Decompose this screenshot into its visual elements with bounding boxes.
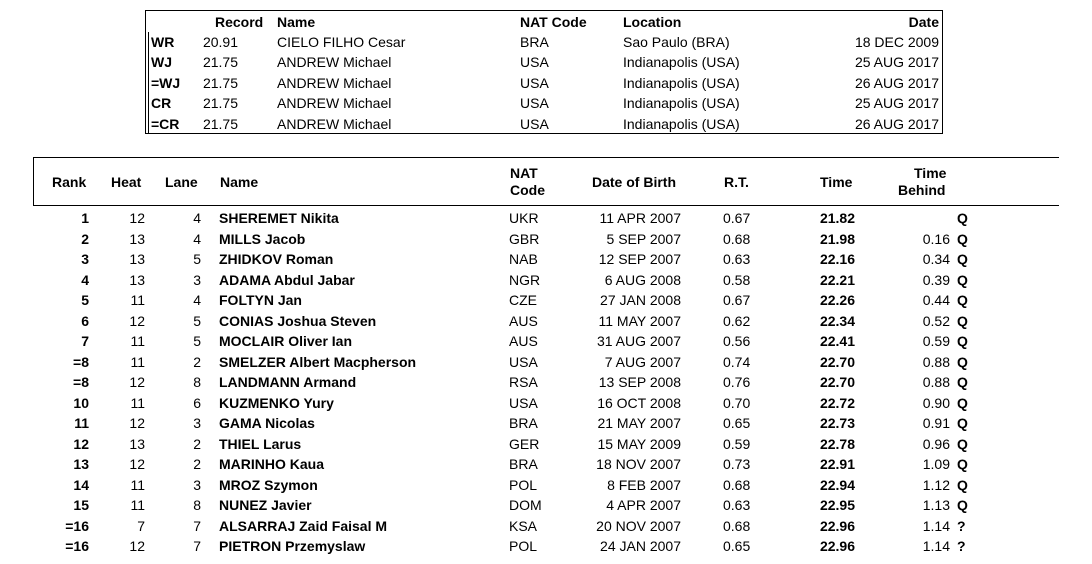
nat-code-cell: BRA: [509, 456, 538, 472]
qualification-cell: Q: [957, 292, 968, 308]
nat-code-cell: RSA: [509, 374, 538, 390]
swimmer-name-cell: ZHIDKOV Roman: [219, 251, 334, 267]
record-location: Indianapolis (USA): [623, 54, 740, 71]
reaction-time-cell: 0.62: [723, 312, 751, 329]
date-of-birth-cell: 18 NOV 2007: [596, 456, 681, 472]
heat-cell: 13: [129, 271, 145, 288]
qualification-cell: Q: [957, 333, 968, 349]
qualification-cell: Q: [957, 476, 968, 493]
record-nat-code: USA: [520, 115, 549, 132]
qualification-cell: ?: [957, 517, 966, 534]
qualification-cell: Q: [957, 435, 968, 452]
date-of-birth-cell: 6 AUG 2008: [604, 271, 681, 288]
nat-code-cell: NAB: [509, 251, 538, 267]
date-of-birth-cell: 15 MAY 2009: [597, 435, 681, 452]
rank-cell: =8: [73, 353, 89, 370]
heat-cell: 12: [129, 374, 145, 390]
header-heat: Heat: [111, 174, 142, 190]
rank-cell: 4: [81, 271, 89, 288]
rank-cell: 14: [73, 476, 89, 493]
qualification-cell: Q: [957, 374, 968, 390]
time-behind-cell: 0.96: [922, 435, 950, 452]
swimmer-name-cell: SMELZER Albert Macpherson: [219, 353, 417, 370]
record-code: WJ: [151, 54, 172, 71]
qualification-cell: Q: [957, 230, 968, 247]
table-row: [0, 475, 1092, 496]
lane-cell: 2: [193, 435, 201, 452]
qualification-cell: Q: [957, 312, 968, 329]
record-date: 25 AUG 2017: [854, 95, 939, 112]
date-of-birth-cell: 12 SEP 2007: [598, 251, 681, 267]
heat-cell: 7: [137, 517, 145, 534]
lane-cell: 6: [193, 394, 201, 411]
lane-cell: 8: [193, 374, 201, 390]
nat-code-cell: CZE: [509, 292, 537, 308]
heat-cell: 12: [129, 312, 145, 329]
reaction-time-cell: 0.58: [723, 271, 751, 288]
date-of-birth-cell: 31 AUG 2007: [596, 333, 681, 349]
table-row: [0, 229, 1092, 250]
lane-cell: 4: [193, 292, 201, 308]
rank-cell: 3: [81, 251, 89, 267]
time-behind-cell: 0.44: [922, 292, 950, 308]
header-rank: Rank: [52, 174, 87, 190]
swimmer-name-cell: MARINHO Kaua: [219, 456, 325, 472]
time-behind-cell: 1.09: [922, 456, 950, 472]
reaction-time-cell: 0.70: [723, 394, 751, 411]
reaction-time-cell: 0.59: [723, 435, 751, 452]
time-behind-cell: 0.88: [922, 353, 950, 370]
record-location: Indianapolis (USA): [623, 74, 740, 91]
record-location: Indianapolis (USA): [623, 95, 740, 112]
header-rt: R.T.: [724, 174, 749, 190]
swimmer-name-cell: THIEL Larus: [219, 435, 302, 452]
record-code: WR: [151, 34, 175, 50]
time-behind-cell: 0.16: [922, 230, 950, 247]
heat-cell: 11: [130, 476, 145, 493]
lane-cell: 3: [193, 476, 201, 493]
record-row: [146, 114, 942, 134]
heat-cell: 11: [130, 353, 145, 370]
swimmer-name-cell: GAMA Nicolas: [219, 415, 315, 431]
results-header: [33, 157, 1059, 206]
date-of-birth-cell: 16 OCT 2008: [597, 394, 681, 411]
nat-code-cell: BRA: [509, 415, 538, 431]
table-row: [0, 372, 1092, 393]
swimmer-name-cell: MROZ Szymon: [219, 476, 318, 493]
nat-code-cell: USA: [509, 353, 538, 370]
time-behind-cell: 1.14: [922, 517, 950, 534]
nat-code-cell: GBR: [509, 230, 540, 247]
records-header-record: Record: [215, 14, 264, 30]
heat-cell: 12: [129, 210, 145, 226]
time-cell: 22.78: [819, 435, 855, 452]
time-behind-cell: 0.52: [922, 312, 950, 329]
reaction-time-cell: 0.67: [723, 210, 751, 226]
qualification-cell: ?: [957, 538, 966, 554]
record-date: 25 AUG 2017: [854, 54, 939, 71]
reaction-time-cell: 0.65: [723, 415, 751, 431]
header-name: Name: [220, 174, 259, 190]
time-cell: 21.98: [819, 230, 855, 247]
rank-cell: 1: [81, 210, 89, 226]
record-location: Sao Paulo (BRA): [623, 34, 730, 50]
time-cell: 21.82: [819, 210, 855, 226]
table-row: [0, 454, 1092, 475]
reaction-time-cell: 0.63: [723, 251, 751, 267]
date-of-birth-cell: 5 SEP 2007: [606, 230, 681, 247]
lane-cell: 7: [193, 517, 201, 534]
time-cell: 22.72: [819, 394, 855, 411]
nat-code-cell: POL: [509, 538, 538, 554]
swimmer-name-cell: PIETRON Przemyslaw: [219, 538, 366, 554]
rank-cell: 5: [81, 292, 89, 308]
rank-cell: =16: [65, 517, 89, 534]
time-cell: 22.95: [819, 497, 855, 513]
record-code: CR: [151, 95, 172, 112]
record-date: 26 AUG 2017: [854, 74, 939, 91]
lane-cell: 3: [193, 271, 201, 288]
rank-cell: 15: [73, 497, 89, 513]
qualification-cell: Q: [957, 271, 968, 288]
qualification-cell: Q: [957, 353, 968, 370]
table-row: [0, 208, 1092, 229]
header-nat-line2: Code: [510, 182, 545, 198]
swimmer-name-cell: MOCLAIR Oliver Ian: [219, 333, 353, 349]
lane-cell: 5: [193, 333, 201, 349]
heat-cell: 11: [130, 333, 145, 349]
rank-cell: 2: [81, 230, 89, 247]
nat-code-cell: NGR: [509, 271, 541, 288]
swimmer-name-cell: LANDMANN Armand: [219, 374, 357, 390]
date-of-birth-cell: 24 JAN 2007: [600, 538, 681, 554]
date-of-birth-cell: 8 FEB 2007: [607, 476, 681, 493]
lane-cell: 5: [193, 312, 201, 329]
record-row: [146, 32, 942, 52]
header-nat-line1: NAT: [510, 165, 538, 181]
record-row: [146, 52, 942, 72]
record-date: 18 DEC 2009: [854, 34, 939, 50]
record-holder-name: ANDREW Michael: [277, 74, 392, 91]
date-of-birth-cell: 21 MAY 2007: [597, 415, 681, 431]
time-cell: 22.96: [819, 517, 855, 534]
header-behind-line2: Behind: [898, 182, 946, 198]
reaction-time-cell: 0.76: [723, 374, 751, 390]
time-cell: 22.34: [819, 312, 855, 329]
date-of-birth-cell: 11 MAY 2007: [598, 312, 681, 329]
time-behind-cell: 1.13: [922, 497, 950, 513]
lane-cell: 4: [193, 230, 201, 247]
record-holder-name: ANDREW Michael: [277, 115, 392, 132]
qualification-cell: Q: [957, 456, 968, 472]
table-row: [0, 270, 1092, 291]
header-behind-line1: Time: [914, 165, 947, 181]
time-cell: 22.26: [819, 292, 855, 308]
heat-cell: 12: [129, 415, 145, 431]
rank-cell: 11: [74, 415, 89, 431]
record-value: 21.75: [202, 54, 238, 71]
date-of-birth-cell: 11 APR 2007: [599, 210, 681, 226]
time-cell: 22.21: [819, 271, 855, 288]
date-of-birth-cell: 4 APR 2007: [606, 497, 681, 513]
record-row: [146, 93, 942, 113]
table-row: [0, 311, 1092, 332]
time-behind-cell: 1.12: [922, 476, 950, 493]
reaction-time-cell: 0.73: [723, 456, 751, 472]
time-cell: 22.70: [819, 353, 855, 370]
time-behind-cell: 1.14: [922, 538, 950, 554]
record-value: 21.75: [202, 74, 238, 91]
qualification-cell: Q: [957, 210, 968, 226]
time-behind-cell: 0.88: [922, 374, 950, 390]
time-behind-cell: 0.90: [922, 394, 950, 411]
record-holder-name: ANDREW Michael: [277, 95, 392, 112]
record-value: 21.75: [202, 115, 238, 132]
qualification-cell: Q: [957, 394, 968, 411]
heat-cell: 13: [129, 435, 145, 452]
nat-code-cell: AUS: [509, 333, 538, 349]
swimmer-name-cell: ALSARRAJ Zaid Faisal M: [219, 517, 388, 534]
qualification-cell: Q: [957, 497, 968, 513]
rank-cell: 13: [73, 456, 89, 472]
date-of-birth-cell: 27 JAN 2008: [600, 292, 681, 308]
heat-cell: 11: [130, 292, 145, 308]
lane-cell: 3: [193, 415, 201, 431]
table-row: [0, 536, 1092, 557]
lane-cell: 8: [193, 497, 201, 513]
reaction-time-cell: 0.63: [723, 497, 751, 513]
rank-cell: 7: [81, 333, 89, 349]
rank-cell: =16: [65, 538, 89, 554]
record-date: 26 AUG 2017: [854, 115, 939, 132]
qualification-cell: Q: [957, 415, 968, 431]
table-row: [0, 331, 1092, 352]
reaction-time-cell: 0.68: [723, 517, 751, 534]
nat-code-cell: UKR: [509, 210, 539, 226]
header-dob: Date of Birth: [592, 174, 676, 190]
heat-cell: 11: [130, 497, 145, 513]
table-row: [0, 352, 1092, 373]
heat-cell: 11: [130, 394, 145, 411]
nat-code-cell: POL: [509, 476, 538, 493]
record-holder-name: CIELO FILHO Cesar: [277, 34, 406, 50]
swimmer-name-cell: ADAMA Abdul Jabar: [219, 271, 355, 288]
swimmer-name-cell: CONIAS Joshua Steven: [219, 312, 377, 329]
date-of-birth-cell: 20 NOV 2007: [596, 517, 681, 534]
swimmer-name-cell: SHEREMET Nikita: [219, 210, 339, 226]
time-behind-cell: 0.59: [922, 333, 950, 349]
table-row: [0, 516, 1092, 537]
time-cell: 22.94: [819, 476, 855, 493]
reaction-time-cell: 0.68: [723, 230, 751, 247]
nat-code-cell: DOM: [509, 497, 542, 513]
record-code: =CR: [151, 115, 180, 132]
heat-cell: 12: [129, 456, 145, 472]
qualification-cell: Q: [957, 251, 968, 267]
record-row: [146, 73, 942, 93]
rank-cell: 6: [81, 312, 89, 329]
time-cell: 22.91: [819, 456, 855, 472]
table-row: [0, 290, 1092, 311]
records-header-name: Name: [277, 14, 316, 30]
table-row: [0, 413, 1092, 434]
records-table: [145, 10, 943, 134]
nat-code-cell: AUS: [509, 312, 538, 329]
table-row: [0, 249, 1092, 270]
reaction-time-cell: 0.65: [723, 538, 751, 554]
nat-code-cell: GER: [509, 435, 540, 452]
time-cell: 22.41: [819, 333, 855, 349]
nat-code-cell: USA: [509, 394, 538, 411]
record-holder-name: ANDREW Michael: [277, 54, 392, 71]
lane-cell: 7: [193, 538, 201, 554]
swimmer-name-cell: FOLTYN Jan: [219, 292, 302, 308]
record-nat-code: USA: [520, 95, 549, 112]
heat-cell: 13: [129, 230, 145, 247]
reaction-time-cell: 0.56: [723, 333, 751, 349]
record-code: =WJ: [151, 74, 181, 91]
header-time: Time: [820, 174, 853, 190]
records-header-nat: NAT Code: [520, 14, 587, 30]
lane-cell: 4: [193, 210, 201, 226]
reaction-time-cell: 0.68: [723, 476, 751, 493]
time-behind-cell: 0.34: [922, 251, 950, 267]
swimmer-name-cell: NUNEZ Javier: [219, 497, 312, 513]
swimmer-name-cell: MILLS Jacob: [219, 230, 306, 247]
time-cell: 22.70: [819, 374, 855, 390]
nat-code-cell: KSA: [509, 517, 538, 534]
rank-cell: 12: [73, 435, 89, 452]
lane-cell: 2: [193, 353, 201, 370]
records-header-row: [146, 12, 942, 32]
table-row: [0, 434, 1092, 455]
reaction-time-cell: 0.67: [723, 292, 751, 308]
reaction-time-cell: 0.74: [723, 353, 751, 370]
heat-cell: 13: [129, 251, 145, 267]
record-nat-code: BRA: [520, 34, 549, 50]
time-behind-cell: 0.91: [922, 415, 950, 431]
record-value: 20.91: [202, 34, 238, 50]
table-row: [0, 393, 1092, 414]
table-row: [0, 495, 1092, 516]
rank-cell: =8: [73, 374, 89, 390]
rank-cell: 10: [73, 394, 89, 411]
date-of-birth-cell: 7 AUG 2007: [604, 353, 681, 370]
time-cell: 22.96: [819, 538, 855, 554]
heat-cell: 12: [129, 538, 145, 554]
time-cell: 22.16: [819, 251, 855, 267]
record-value: 21.75: [202, 95, 238, 112]
swimmer-name-cell: KUZMENKO Yury: [219, 394, 334, 411]
date-of-birth-cell: 13 SEP 2008: [598, 374, 681, 390]
records-header-location: Location: [623, 14, 682, 30]
time-cell: 22.73: [819, 415, 855, 431]
record-nat-code: USA: [520, 74, 549, 91]
time-behind-cell: 0.39: [922, 271, 950, 288]
lane-cell: 5: [193, 251, 201, 267]
records-header-date: Date: [908, 14, 939, 30]
lane-cell: 2: [193, 456, 201, 472]
record-nat-code: USA: [520, 54, 549, 71]
record-location: Indianapolis (USA): [623, 115, 740, 132]
header-lane: Lane: [165, 174, 198, 190]
